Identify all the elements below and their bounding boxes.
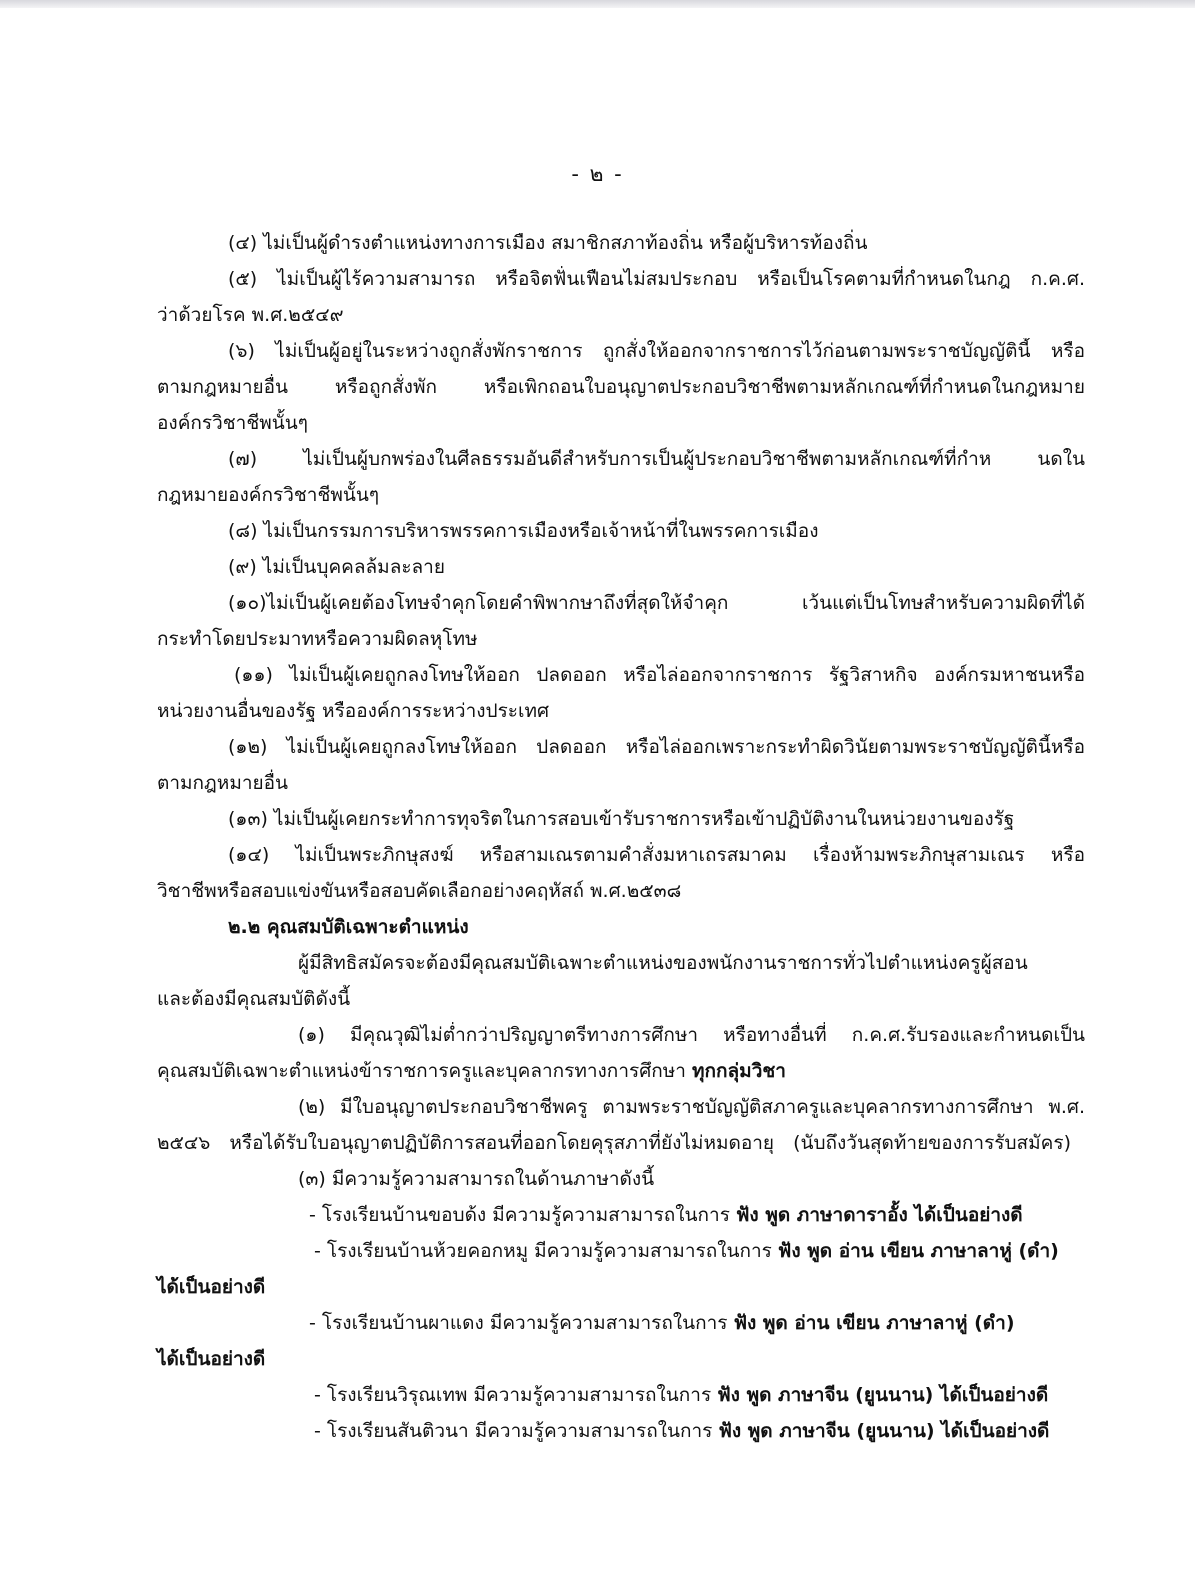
item-5-line2: ว่าด้วยโรค พ.ศ.๒๕๔๙ xyxy=(157,304,344,326)
item-11-line1: (๑๑) ไม่เป็นผู้เคยถูกลงโทษให้ออก ปลดออก หรือไล่ออกจากราชการ รัฐวิสาหกิจ องค์กรมหาชนหรือ xyxy=(234,664,1085,686)
item-10-line1: (๑๐)ไม่เป็นผู้เคยต้องโทษจำคุกโดยคำพิพากษาถึงที่สุดให้จำคุก เว้นแต่เป็นโทษสำหรับความผิดที่ได้ xyxy=(228,592,1085,614)
school-item-bold: ฟัง พูด อ่าน เขียน ภาษาลาหู่ (ดำ) xyxy=(777,1240,1059,1262)
qualification-2-line1: (๒) มีใบอนุญาตประกอบวิชาชีพครู ตามพระราชบัญญัติสภาครูและบุคลากรทางการศึกษา พ.ศ. xyxy=(298,1096,1085,1118)
school-item-text: - โรงเรียนบ้านผาแดง มีความรู้ความสามารถในการ xyxy=(309,1312,728,1334)
qualification-1-line1: (๑) มีคุณวุฒิไม่ต่ำกว่าปริญญาตรีทางการศึกษา หรือทางอื่นที่ ก.ค.ศ.รับรองและกำหนดเป็น xyxy=(298,1024,1085,1046)
school-item xyxy=(314,1238,1059,1264)
school-item-continuation: ได้เป็นอย่างดี xyxy=(157,1276,266,1298)
school-item-text: - โรงเรียนบ้านห้วยคอกหมู มีความรู้ความสามารถในการ xyxy=(314,1240,772,1262)
school-item-text: - โรงเรียนบ้านขอบด้ง มีความรู้ความสามารถในการ xyxy=(309,1204,730,1226)
viewer-top-edge xyxy=(0,0,1195,8)
item-13: (๑๓) ไม่เป็นผู้เคยกระทำการทุจริตในการสอบเข้ารับราชการหรือเข้าปฏิบัติงานในหน่วยงานของรัฐ xyxy=(228,808,1015,830)
qualification-1-text: คุณสมบัติเฉพาะตำแหน่งข้าราชการครูและบุคลากรทางการศึกษา xyxy=(157,1060,686,1082)
qualification-1-line2 xyxy=(157,1058,786,1084)
qualification-3: (๓) มีความรู้ความสามารถในด้านภาษาดังนี้ xyxy=(298,1168,655,1190)
qualification-1-bold: ทุกกลุ่มวิชา xyxy=(692,1060,786,1082)
section-heading: ๒.๒ คุณสมบัติเฉพาะตำแหน่ง xyxy=(228,916,469,938)
item-7-line1: (๗) ไม่เป็นผู้บกพร่องในศีลธรรมอันดีสำหรับการเป็นผู้ประกอบวิชาชีพตามหลักเกณฑ์ที่กำห นดใน xyxy=(228,448,1085,470)
school-item-bold: ฟัง พูด ภาษาดาราอั้ง ได้เป็นอย่างดี xyxy=(735,1204,1023,1226)
item-14-line1: (๑๔) ไม่เป็นพระภิกษุสงฆ์ หรือสามเณรตามคำสั่งมหาเถรสมาคม เรื่องห้ามพระภิกษุสามเณร หรือ xyxy=(228,844,1085,866)
section-intro-line1: ผู้มีสิทธิสมัครจะต้องมีคุณสมบัติเฉพาะตำแหน่งของพนักงานราชการทั่วไปตำแหน่งครูผู้สอน xyxy=(298,952,1028,974)
item-4: (๔) ไม่เป็นผู้ดำรงตำแหน่งทางการเมือง สมาชิกสภาท้องถิ่น หรือผู้บริหารท้องถิ่น xyxy=(228,232,868,254)
item-14-line2: วิชาชีพหรือสอบแข่งขันหรือสอบคัดเลือกอย่างคฤหัสถ์ พ.ศ.๒๕๓๘ xyxy=(157,880,682,902)
school-item-bold: ฟัง พูด ภาษาจีน (ยูนนาน) ได้เป็นอย่างดี xyxy=(717,1384,1049,1406)
school-item-continuation: ได้เป็นอย่างดี xyxy=(157,1348,266,1370)
item-7-line2: กฎหมายองค์กรวิชาชีพนั้นๆ xyxy=(157,484,380,506)
section-intro-line2: และต้องมีคุณสมบัติดังนี้ xyxy=(157,988,351,1010)
item-6-line2: ตามกฎหมายอื่น หรือถูกสั่งพัก หรือเพิกถอนใบอนุญาตประกอบวิชาชีพตามหลักเกณฑ์ที่กำหนดในกฎหมาย xyxy=(157,376,1085,398)
item-11-line2: หน่วยงานอื่นของรัฐ หรือองค์การระหว่างประเทศ xyxy=(157,700,550,722)
item-8: (๘) ไม่เป็นกรรมการบริหารพรรคการเมืองหรือเจ้าหน้าที่ในพรรคการเมือง xyxy=(228,520,819,542)
school-item-bold: ฟัง พูด ภาษาจีน (ยูนนาน) ได้เป็นอย่างดี xyxy=(718,1420,1050,1442)
item-12-line2: ตามกฎหมายอื่น xyxy=(157,772,289,794)
item-10-line2: กระทำโดยประมาทหรือความผิดลหุโทษ xyxy=(157,628,478,650)
school-item xyxy=(309,1310,1015,1336)
school-item xyxy=(314,1382,1048,1408)
item-6-line1: (๖) ไม่เป็นผู้อยู่ในระหว่างถูกสั่งพักราชการ ถูกสั่งให้ออกจากราชการไว้ก่อนตามพระราชบัญญัตินี้ หรือ xyxy=(228,340,1085,362)
item-9: (๙) ไม่เป็นบุคคลล้มละลาย xyxy=(228,556,445,578)
school-item xyxy=(314,1418,1049,1444)
qualification-2-line2: ๒๕๔๖ หรือได้รับใบอนุญาตปฏิบัติการสอนที่ออกโดยคุรุสภาที่ยังไม่หมดอายุ (นับถึงวันสุดท้ายของการรับสมัคร) xyxy=(157,1132,1071,1154)
item-6-line3: องค์กรวิชาชีพนั้นๆ xyxy=(157,412,308,434)
page-number: - ๒ - xyxy=(571,162,624,186)
school-item-bold: ฟัง พูด อ่าน เขียน ภาษาลาหู่ (ดำ) xyxy=(733,1312,1015,1334)
item-12-line1: (๑๒) ไม่เป็นผู้เคยถูกลงโทษให้ออก ปลดออก หรือไล่ออกเพราะกระทำผิดวินัยตามพระราชบัญญัตินี้หรือ xyxy=(228,736,1085,758)
school-item xyxy=(309,1202,1023,1228)
item-5-line1: (๕) ไม่เป็นผู้ไร้ความสามารถ หรือจิตฟั่นเฟือนไม่สมประกอบ หรือเป็นโรคตามที่กำหนดในกฎ ก.ค.ศ. xyxy=(228,268,1085,290)
school-item-text: - โรงเรียนวิรุณเทพ มีความรู้ความสามารถในการ xyxy=(314,1384,712,1406)
school-item-text: - โรงเรียนสันติวนา มีความรู้ความสามารถในการ xyxy=(314,1420,713,1442)
